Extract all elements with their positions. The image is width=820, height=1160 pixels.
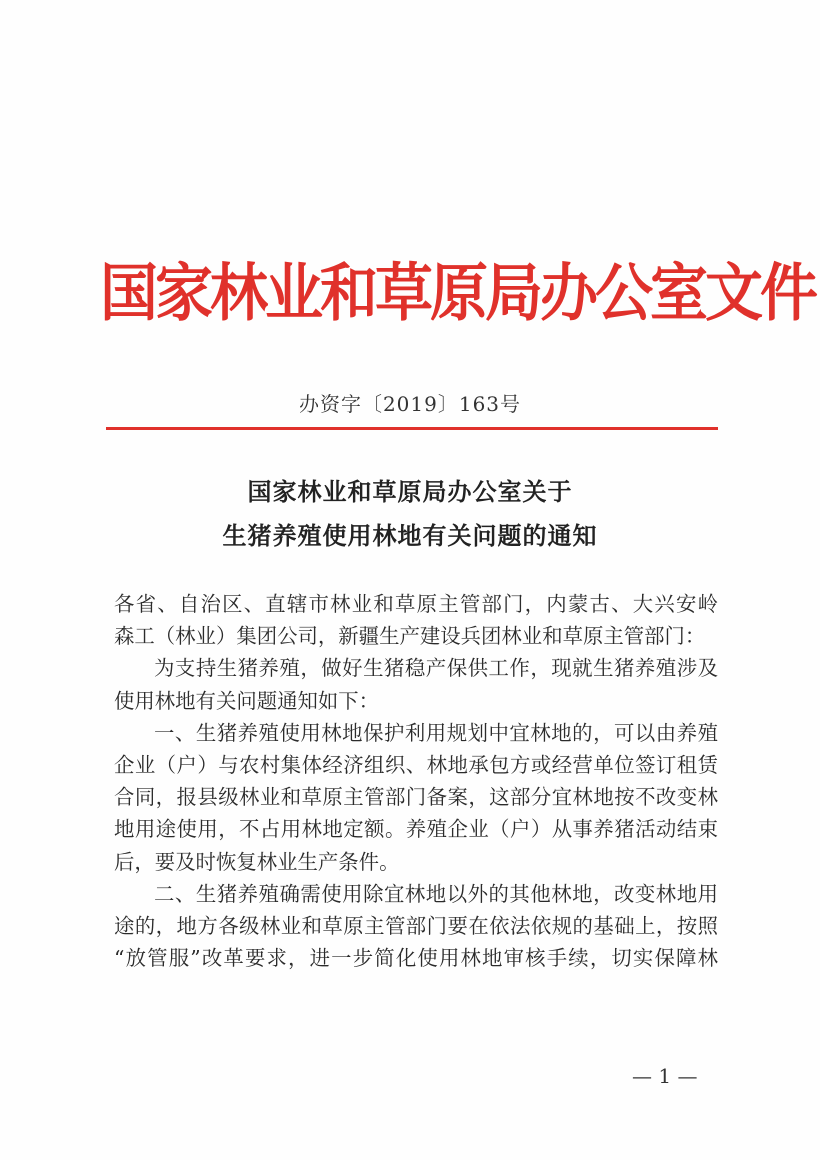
addressee-line: 各省、自治区、直辖市林业和草原主管部门，内蒙古、大兴安岭 xyxy=(114,592,718,616)
page-number: — 1 — xyxy=(632,1064,698,1088)
section1-line: 地用途使用，不占用林地定额。养殖企业（户）从事养猪活动结束 xyxy=(114,817,718,842)
section2-line: 途的，地方各级林业和草原主管部门要在依法依规的基础上，按照 xyxy=(114,913,718,938)
issuer-header: 国家林业和草原局办公室文件 xyxy=(100,256,816,330)
section2-line: “放管服”改革要求，进一步简化使用林地审核手续，切实保障林 xyxy=(114,946,718,971)
section1-line: 合同，报县级林业和草原主管部门备案，这部分宜林地按不改变林 xyxy=(114,785,718,810)
document-number: 办资字〔2019〕163号 xyxy=(298,392,522,416)
title-line-2: 生猪养殖使用林地有关问题的通知 xyxy=(222,521,598,550)
document-body xyxy=(114,588,718,974)
section1-line: 一、生猪养殖使用林地保护利用规划中宜林地的，可以由养殖 xyxy=(154,720,718,745)
intro-line: 使用林地有关问题通知如下： xyxy=(114,688,380,713)
section1-line: 企业（户）与农村集体经济组织、林地承包方或经营单位签订租赁 xyxy=(114,752,718,777)
intro-line: 为支持生猪养殖，做好生猪稳产保供工作，现就生猪养殖涉及 xyxy=(154,656,718,681)
section2-line: 二、生猪养殖确需使用除宜林地以外的其他林地，改变林地用 xyxy=(154,881,718,906)
red-divider xyxy=(106,427,718,430)
title-line-1: 国家林业和草原局办公室关于 xyxy=(247,477,573,506)
section1-line: 后，要及时恢复林业生产条件。 xyxy=(114,849,400,874)
addressee-line: 森工（林业）集团公司，新疆生产建设兵团林业和草原主管部门： xyxy=(114,624,706,649)
document-title xyxy=(0,470,820,558)
